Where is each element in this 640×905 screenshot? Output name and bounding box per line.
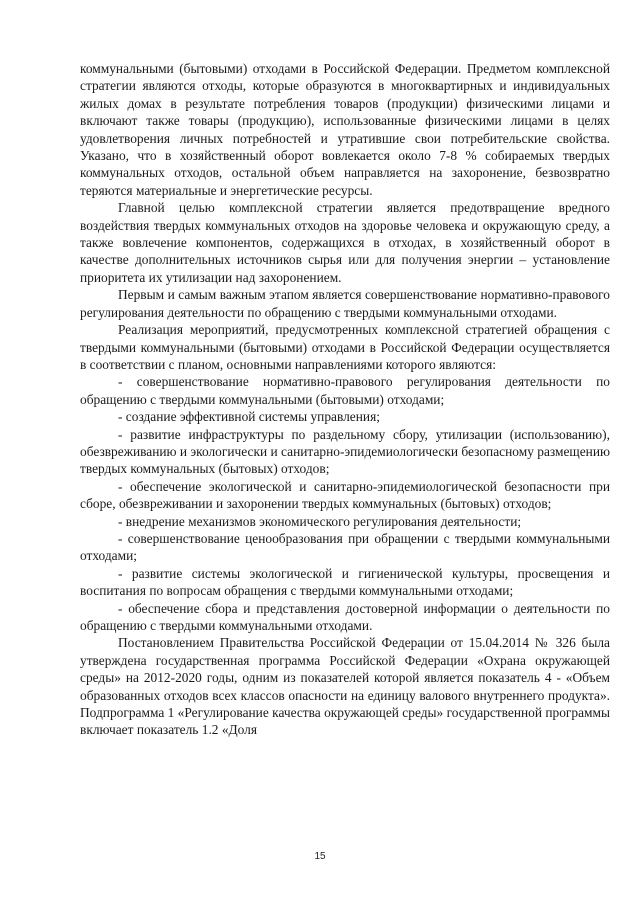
list-item: - внедрение механизмов экономического регулирования деятельности; [118, 513, 522, 529]
paragraph: Реализация мероприятий, предусмотренных комплексной стратегией обращения с твердыми коммунальными (бытовыми) отходами в Российской Федерации осуществляется в соответствии с планом, основными направлениями которого являются: [80, 322, 610, 372]
list-item: - развитие системы экологической и гигиенической культуры, просвещения и воспитания по вопросам обращения с твердыми коммунальными отходами; [80, 565, 610, 599]
list-item: - обеспечение экологической и санитарно-эпидемиологической безопасности при сборе, обезвреживании и захоронении твердых коммунальных (бытовых) отходов; [80, 478, 610, 512]
paragraph: коммунальными (бытовыми) отходами в Российской Федерации. Предметом комплексной стратегии являются отходы, которые образуются в многоквартирных и индивидуальных жилых домах в результате потребления товаров (продукции) физическими лицами и включают также товары (продукцию), использованные физическими лицами в целях удовлетворения личных потребностей и утратившие свои потребительские свойства. Указано, что в хозяйственный оборот вовлекается около 7-8 % собираемых твердых коммунальных отходов, остальной объем направляется на захоронение, безвозвратно теряются материальные и энергетические ресурсы. [80, 61, 610, 198]
list-item: - совершенствование нормативно-правового регулирования деятельности по обращению с твердыми коммунальными (бытовыми) отходами; [80, 374, 610, 407]
page-number: 15 [314, 851, 326, 862]
list-item: - создание эффективной системы управления; [118, 409, 380, 425]
paragraph: Главной целью комплексной стратегии является предотвращение вредного воздействия твердых коммунальных отходов на здоровье человека и окружающую среду, а также вовлечение компонентов, содержащихся в отходах, в хозяйственный оборот в качестве дополнительных источников сырья или для получения энергии – установление приоритета их утилизации над захоронением. [80, 200, 610, 285]
document-body [80, 60, 610, 739]
list-item: - обеспечение сбора и представления достоверной информации о деятельности по обращению с твердыми коммунальными отходами. [80, 600, 610, 633]
paragraph: Первым и самым важным этапом является совершенствование нормативно-правового регулирования деятельности по обращению с твердыми коммунальными отходами. [80, 287, 610, 320]
paragraph: Постановлением Правительства Российской Федерации от 15.04.2014 № 326 была утверждена государственная программа Российской Федерации «Охрана окружающей среды» на 2012-2020 годы, одним из показателей которой является показатель 4 - «Объем образованных отходов всех классов опасности на единицу валового внутреннего продукта». Подпрограмма 1 «Регулирование качества окружающей среды» государственной программы включает показатель 1.2 «Доля [80, 635, 610, 738]
list-item: - развитие инфраструктуры по раздельному сбору, утилизации (использованию), обезвреживанию и экологически и санитарно-эпидемиологически безопасному размещению твердых коммунальных (бытовых) отходов; [80, 426, 610, 477]
list-item: - совершенствование ценообразования при обращении с твердыми коммунальными отходами; [80, 530, 610, 564]
